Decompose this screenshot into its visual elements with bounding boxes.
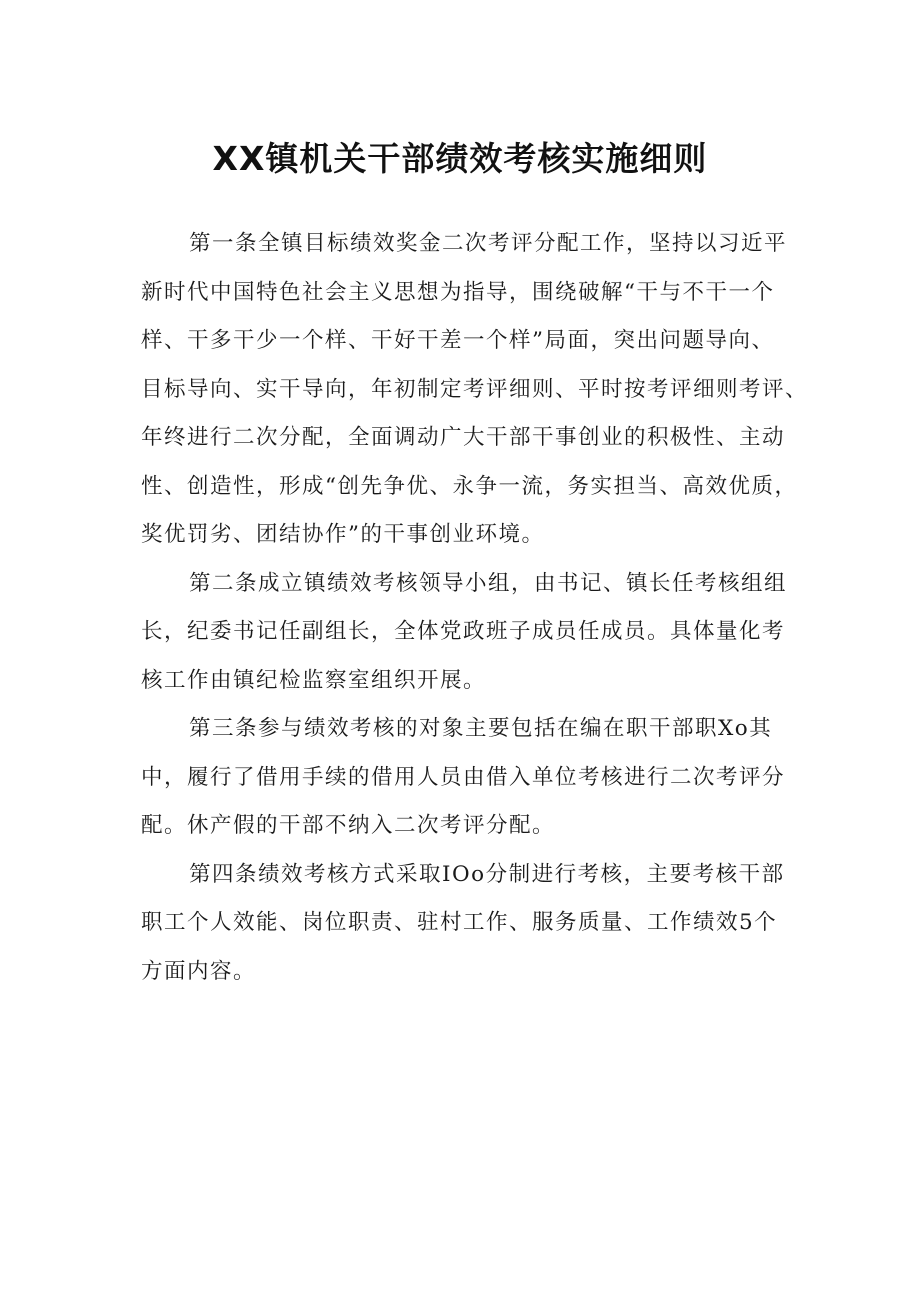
article-2-line-3: 核工作由镇纪检监察室组织开展。 [141,667,487,693]
article-1-line-5: 年终进行二次分配，全面调动广大干部干事创业的积极性、主动 [141,425,786,450]
article-3 [141,705,801,851]
document-title: XX镇机关干部绩效考核实施细则 [212,139,708,178]
article-2-line-1: 第二条成立镇绩效考核领导小组，由书记、镇长任考核组组 [189,570,788,596]
article-2 [141,560,801,706]
article-4-line-3: 方面内容。 [141,958,257,984]
article-1-line-1: 第一条全镇目标绩效奖金二次考评分配工作，坚持以习近平 [189,231,788,256]
document-body [141,220,809,996]
article-1-line-6: 性、创造性，形成“创先争优、永争一流，务实担当、高效优质， [141,473,798,499]
article-2-line-2: 长，纪委书记任副组长，全体党政班子成员任成员。具体量化考 [141,619,786,644]
article-3-line-2: 中，履行了借用手续的借用人员由借入单位考核进行二次考评分 [141,764,786,790]
article-4 [141,851,801,997]
article-1-line-7: 奖优罚劣、团结协作”的干事创业环境。 [141,522,545,547]
article-3-line-1: 第三条参与绩效考核的对象主要包括在编在职干部职Xo其 [189,716,773,741]
article-1-line-4: 目标导向、实干导向，年初制定考评细则、平时按考评细则考评、 [141,376,809,402]
article-1 [141,220,809,560]
article-4-line-1: 第四条绩效考核方式采取IOo分制进行考核，主要考核干部 [189,861,785,887]
article-3-line-3: 配。休产假的干部不纳入二次考评分配。 [141,813,556,838]
article-1-line-3: 样、干多干少一个样、干好干差一个样”局面，突出问题导向、 [141,328,775,353]
article-4-line-2: 职工个人效能、岗位职责、驻村工作、服务质量、工作绩效5个 [141,910,778,935]
article-1-line-2: 新时代中国特色社会主义思想为指导，围绕破解“干与不干一个 [141,279,775,305]
